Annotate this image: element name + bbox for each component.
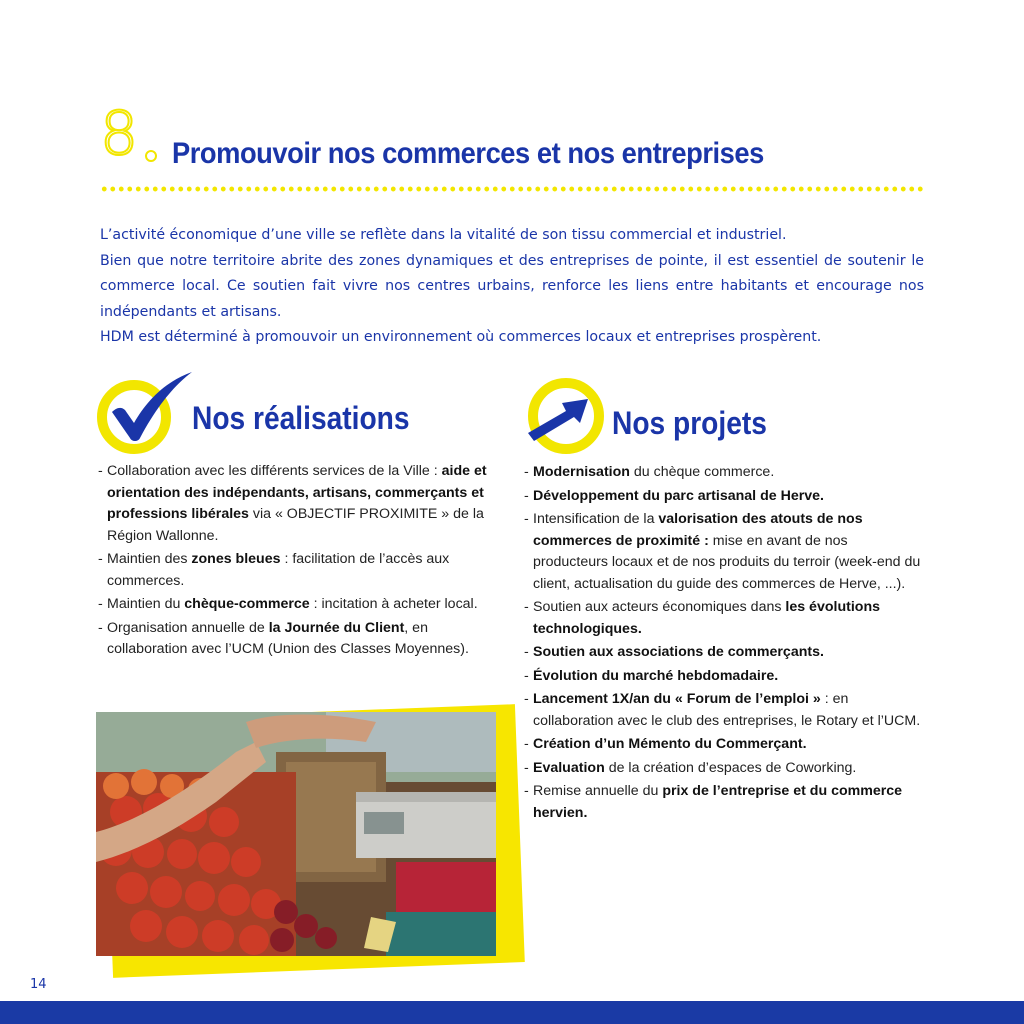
list-item-text: Evaluation xyxy=(533,759,605,776)
intro-paragraph-3: HDM est déterminé à promouvoir un environnement où commerces locaux et entreprises prospèrent. xyxy=(100,329,822,345)
intro-text xyxy=(100,223,924,351)
list-item-text: Maintien des xyxy=(107,551,192,567)
intro-paragraph-1: L’activité économique d’une ville se reflète dans la vitalité de son tissu commercial et industriel. xyxy=(100,227,787,243)
list-item-text: Évolution du marché hebdomadaire. xyxy=(533,667,779,684)
list-item-text: Organisation annuelle de xyxy=(107,619,269,636)
list-item xyxy=(524,781,924,824)
list-item-text: Modernisation xyxy=(533,464,630,480)
intro-paragraph-2: Bien que notre territoire abrite des zones dynamiques et des entreprises de pointe, il est essentiel de soutenir le commerce local. Ce soutien fait vivre nos centres urbains, renforce les liens entre habitants et encourage nos indépendants et artisans. xyxy=(100,252,924,320)
list-item-text: la Journée du Client xyxy=(268,619,405,636)
list-item-text: de la création d’espaces de Coworking. xyxy=(604,759,857,776)
list-item-text: du chèque commerce. xyxy=(629,464,775,480)
list-item-text: via « OBJECTIF PROXIMITE » de la Région Wallonne. xyxy=(107,506,484,544)
list-item-text: mise en avant de nos producteurs locaux et de nos produits du terroir (week-end du client, actualisation du guide des commerces de Herve, ...). xyxy=(533,532,921,592)
list-item-text: les évolutions technologiques. xyxy=(533,599,880,637)
list-item xyxy=(524,462,924,484)
list-item-text: Soutien aux acteurs économiques dans xyxy=(533,599,786,615)
list-item-text: , en collaboration avec l’UCM (Union des Classes Moyennes). xyxy=(107,619,469,657)
photo-frame xyxy=(96,712,496,956)
list-item xyxy=(524,666,924,688)
list-item xyxy=(524,689,924,732)
list-item-text: : en collaboration avec le club des entreprises, le Rotary et l’UCM. xyxy=(533,691,921,729)
list-item-text: Création d’un Mémento du Commerçant. xyxy=(533,736,807,752)
list-item xyxy=(524,758,924,780)
projets-list xyxy=(524,462,924,826)
list-item xyxy=(524,509,924,595)
list-item-text: zones bleues xyxy=(191,551,281,567)
section-number-dot xyxy=(145,150,157,162)
list-item-text: chèque-commerce xyxy=(184,596,310,612)
dotted-divider xyxy=(100,186,924,192)
projets-heading: Nos projets xyxy=(612,405,767,441)
list-item xyxy=(524,597,924,640)
list-item-text: Lancement 1X/an du « Forum de l’emploi » xyxy=(533,691,821,707)
list-item xyxy=(524,734,924,756)
list-item xyxy=(98,618,498,661)
list-item-text: aide et orientation des indépendants, artisans, commerçants et professions libérales xyxy=(107,463,487,522)
section-number: 8 xyxy=(100,99,139,169)
list-item-text: : incitation à acheter local. xyxy=(309,596,478,612)
arrow-up-right-icon xyxy=(522,375,612,457)
footer-bar xyxy=(0,1001,1024,1024)
list-item xyxy=(98,594,498,616)
market-stall-photo xyxy=(96,712,496,956)
list-item-text: Soutien aux associations de commerçants. xyxy=(533,644,824,660)
list-item-text: Intensification de la xyxy=(533,511,659,527)
list-item-text: Maintien du xyxy=(107,596,185,612)
realisations-heading: Nos réalisations xyxy=(192,400,410,436)
list-item xyxy=(524,642,924,664)
list-item-text: Collaboration avec les différents services de la Ville : xyxy=(107,463,442,479)
list-item xyxy=(524,486,924,508)
list-item-text: : facilitation de l’accès aux commerces. xyxy=(107,551,450,589)
list-item xyxy=(98,549,498,592)
list-item-text: Remise annuelle du xyxy=(533,783,663,799)
page-title: Promouvoir nos commerces et nos entreprises xyxy=(172,137,764,170)
checkmark-icon xyxy=(96,368,196,464)
list-item-text: prix de l’entreprise et du commerce hervien. xyxy=(533,783,903,821)
page-number: 14 xyxy=(30,977,47,992)
realisations-list xyxy=(98,461,498,663)
list-item-text: Développement du parc artisanal de Herve. xyxy=(533,487,824,504)
list-item xyxy=(98,461,498,547)
list-item-text: valorisation des atouts de nos commerces de proximité : xyxy=(533,511,863,549)
